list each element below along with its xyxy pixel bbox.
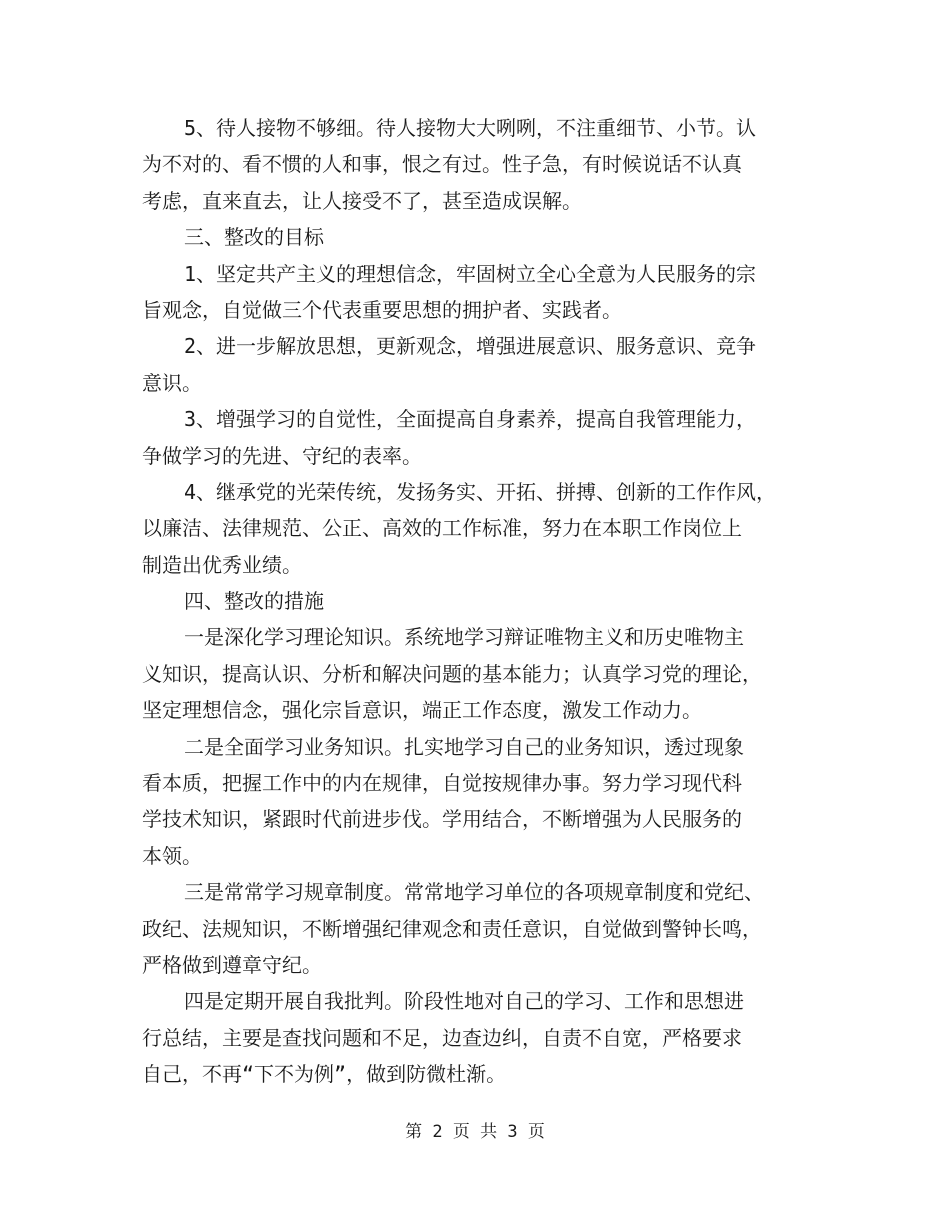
text-line: 义知识，提高认识、分析和解决问题的基本能力；认真学习党的理论，	[142, 661, 762, 686]
text-line: 看本质，把握工作中的内在规律，自觉按规律办事。努力学习现代科	[142, 771, 742, 796]
document-body	[142, 110, 842, 1093]
text-line: 为不对的、看不惯的人和事，恨之有过。性子急，有时候说话不认真	[142, 152, 742, 177]
text-line: 坚定理想信念，强化宗旨意识，端正工作态度，激发工作动力。	[142, 698, 702, 723]
text-line: 一是深化学习理论知识。系统地学习辩证唯物主义和历史唯物主	[184, 625, 744, 650]
text-line: 政纪、法规知识，不断增强纪律观念和责任意识，自觉做到警钟长鸣，	[142, 916, 762, 941]
text-line: 行总结，主要是查找问题和不足，边查边纠，自责不自宽，严格要求	[142, 1025, 742, 1050]
text-line: 制造出优秀业绩。	[142, 552, 302, 577]
text-line: 三是常常学习规章制度。常常地学习单位的各项规章制度和党纪、	[184, 880, 764, 905]
text-line: 2、进一步解放思想，更新观念，增强进展意识、服务意识、竞争	[184, 334, 757, 359]
text-line: 1、坚定共产主义的理想信念，牢固树立全心全意为人民服务的宗	[184, 261, 757, 286]
text-line: 四、整改的措施	[184, 589, 324, 614]
text-line: 四是定期开展自我批判。阶段性地对自己的学习、工作和思想进	[184, 989, 744, 1014]
text-line: 自己，不再“下不为例”，做到防微杜渐。	[142, 1062, 507, 1087]
text-line: 考虑，直来直去，让人接受不了，甚至造成误解。	[142, 188, 582, 213]
text-line: 以廉洁、法律规范、公正、高效的工作标准，努力在本职工作岗位上	[142, 516, 742, 541]
text-line: 争做学习的先进、守纪的表率。	[142, 443, 422, 468]
text-line: 学技术知识，紧跟时代前进步伐。学用结合，不断增强为人民服务的	[142, 807, 742, 832]
text-line: 旨观念，自觉做三个代表重要思想的拥护者、实践者。	[142, 297, 622, 322]
text-line: 本领。	[142, 843, 202, 868]
text-line: 5、待人接物不够细。待人接物大大咧咧，不注重细节、小节。认	[184, 116, 757, 140]
text-line: 4、继承党的光荣传统，发扬务实、开拓、拼搏、创新的工作作风，	[184, 479, 777, 504]
text-line: 3、增强学习的自觉性，全面提高自身素养，提高自我管理能力，	[184, 407, 757, 432]
text-line: 二是全面学习业务知识。扎实地学习自己的业务知识，透过现象	[184, 734, 744, 759]
text-line: 严格做到遵章守纪。	[142, 952, 322, 977]
text-line: 三、整改的目标	[184, 225, 324, 250]
page-footer: 第 2 页 共 3 页	[405, 1122, 545, 1142]
text-line: 意识。	[142, 370, 202, 395]
